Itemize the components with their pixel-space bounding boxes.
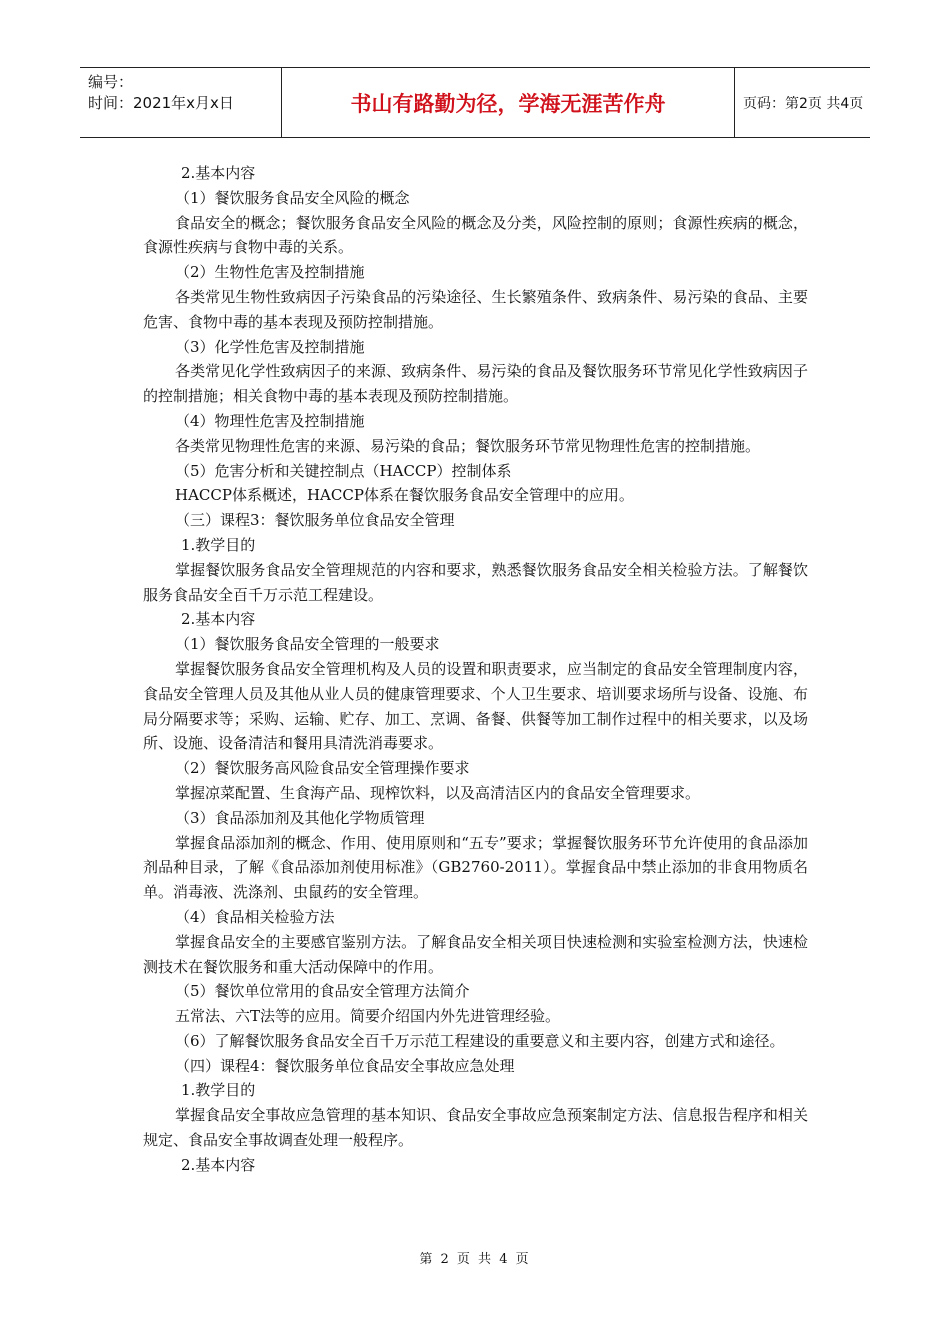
- paragraph: （四）课程4：餐饮服务单位食品安全事故应急处理: [175, 1056, 515, 1075]
- paragraph: 掌握食品安全的主要感官鉴别方法。了解食品安全相关项目快速检测和实验室检测方法，快速检测技术在餐饮服务和重大活动保障中的作用。: [143, 932, 808, 976]
- paragraph: （5）危害分析和关键控制点（HACCP）控制体系: [175, 461, 512, 480]
- paragraph: （2）餐饮服务高风险食品安全管理操作要求: [175, 759, 470, 778]
- paragraph: 2.基本内容: [181, 610, 256, 629]
- document-time-label: 时间：2021年x月x日: [88, 94, 234, 112]
- paragraph: （1）餐饮服务食品安全管理的一般要求: [175, 635, 440, 654]
- paragraph: 2.基本内容: [181, 164, 256, 182]
- paragraph: （4）物理性危害及控制措施: [175, 411, 365, 430]
- header-meta: [80, 68, 282, 137]
- paragraph: 食品安全的概念；餐饮服务食品安全风险的概念及分类，风险控制的原则；食源性疾病的概念，食源性疾病与食物中毒的关系。: [143, 213, 808, 257]
- paragraph: （3）化学性危害及控制措施: [175, 337, 365, 356]
- paragraph: 掌握餐饮服务食品安全管理机构及人员的设置和职责要求，应当制定的食品安全管理制度内容，食品安全管理人员及其他从业人员的健康管理要求、个人卫生要求、培训要求场所与设备、设施、布局分隔要求等；采购、运输、贮存、加工、烹调、备餐、供餐等加工制作过程中的相关要求，以及场所、设施、设备清洁和餐用具清洗消毒要求。: [143, 659, 808, 753]
- paragraph: 2.基本内容: [181, 1155, 256, 1174]
- paragraph: 掌握食品安全事故应急管理的基本知识、食品安全事故应急预案制定方法、信息报告程序和相关规定、食品安全事故调查处理一般程序。: [143, 1106, 808, 1150]
- paragraph: （三）课程3：餐饮服务单位食品安全管理: [175, 511, 455, 530]
- paragraph: 五常法、六T法等的应用。简要介绍国内外先进管理经验。: [175, 1007, 561, 1026]
- paragraph: HACCP体系概述，HACCP体系在餐饮服务食品安全管理中的应用。: [175, 486, 634, 505]
- document-body: [143, 161, 808, 1178]
- paragraph: 1.教学目的: [181, 535, 256, 554]
- paragraph: 各类常见化学性致病因子的来源、致病条件、易污染的食品及餐饮服务环节常见化学性致病因子的控制措施；相关食物中毒的基本表现及预防控制措施。: [143, 362, 808, 406]
- page-header: [80, 67, 870, 138]
- header-page-number: 页码：第2页 共4页: [743, 95, 864, 112]
- header-motto: 书山有路勤为径，学海无涯苦作舟: [282, 68, 735, 137]
- paragraph: （2）生物性危害及控制措施: [175, 263, 365, 282]
- paragraph: 掌握餐饮服务食品安全管理规范的内容和要求，熟悉餐饮服务食品安全相关检验方法。了解餐饮服务食品安全百千万示范工程建设。: [143, 560, 808, 604]
- paragraph: 掌握食品添加剂的概念、作用、使用原则和“五专”要求；掌握餐饮服务环节允许使用的食品添加剂品种目录，了解《食品添加剂使用标准》（GB2760-2011）。掌握食品中禁止添加的非食用物质名单。消毒液、洗涤剂、虫鼠药的安全管理。: [143, 833, 808, 902]
- paragraph: 各类常见生物性致病因子污染食品的污染途径、生长繁殖条件、致病条件、易污染的食品、主要危害、食物中毒的基本表现及预防控制措施。: [143, 287, 808, 331]
- paragraph: （1）餐饮服务食品安全风险的概念: [175, 188, 410, 207]
- paragraph: （3）食品添加剂及其他化学物质管理: [175, 808, 425, 827]
- paragraph: （4）食品相关检验方法: [175, 907, 335, 926]
- paragraph: 1.教学目的: [181, 1081, 256, 1100]
- paragraph: 各类常见物理性危害的来源、易污染的食品；餐饮服务环节常见物理性危害的控制措施。: [175, 436, 761, 455]
- page-footer: 第 2 页 共 4 页: [419, 1252, 531, 1267]
- paragraph: 掌握凉菜配置、生食海产品、现榨饮料，以及高清洁区内的食品安全管理要求。: [175, 783, 701, 802]
- document-number-label: 编号：: [88, 73, 134, 91]
- paragraph: （6）了解餐饮服务食品安全百千万示范工程建设的重要意义和主要内容，创建方式和途径。: [175, 1031, 785, 1050]
- paragraph: （5）餐饮单位常用的食品安全管理方法简介: [175, 982, 470, 1001]
